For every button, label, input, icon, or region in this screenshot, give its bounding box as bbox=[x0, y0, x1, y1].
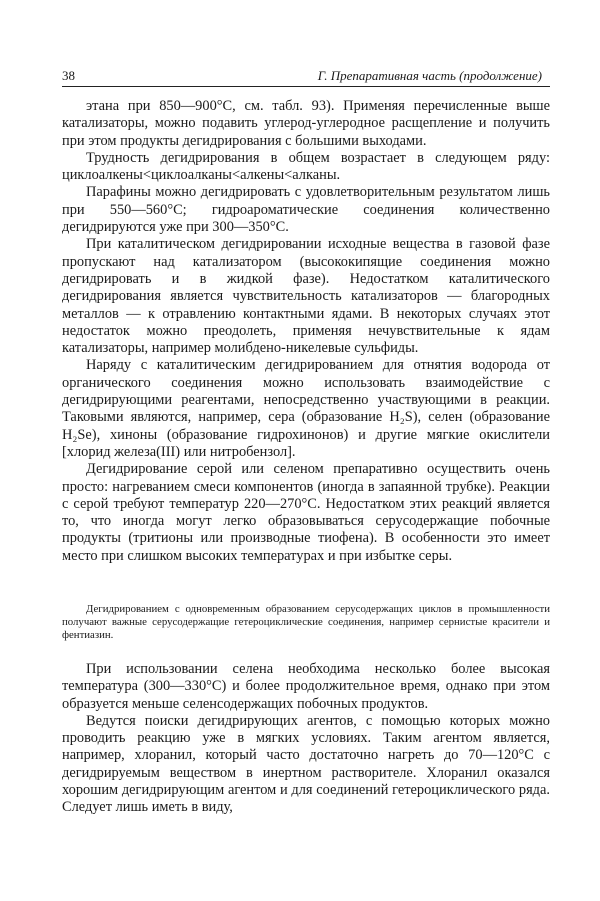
note-text: Дегидрированием с одновременным образованием серусодержащих циклов в промышленности получают важные серусодержащие гетероциклические соединения, например сернистые красители и фентиазин. bbox=[62, 603, 550, 642]
paragraph: Ведутся поиски дегидрирующих агентов, с помощью которых можно проводить реакцию уже в мягких условиях. Таким агентом является, например, хлоранил, который часто достаточно нагреть до 70—120°С с дегидрируемым веществом в инертном растворителе. Хлоранил оказался хорошим дегидрирующим агентом и для соединений гетероциклического ряда. Следует лишь иметь в виду, bbox=[62, 712, 550, 816]
main-text bbox=[62, 98, 550, 565]
paragraph: этана при 850—900°С, см. табл. 93). Применяя перечисленные выше катализаторы, можно подавить углерод-углеродное расщепление и получить при этом продукты дегидрирования с большими выходами. bbox=[62, 98, 550, 149]
main-text-continued bbox=[62, 661, 550, 817]
page-header bbox=[62, 68, 550, 87]
page-number: 38 bbox=[62, 68, 75, 83]
paragraph: Наряду с каталитическим дегидрированием для отнятия водорода от органического соединения можно использовать взаимодействие с дегидрирующими реагентами, непосредственно участвующими в реакции. Таковыми являются, например, сера (образование H₂S), селен (образование H₂Se), хиноны (образование гидрохинонов) и другие мягкие окислители [хлорид железа(III) или нитробензол]. bbox=[62, 357, 550, 460]
paragraph: При использовании селена необходима несколько более высокая температура (300—330°С) и более продолжительное время, однако при этом образуется меньше селенсодержащих побочных продуктов. bbox=[62, 661, 550, 712]
paragraph: При каталитическом дегидрировании исходные вещества в газовой фазе пропускают над катализатором (высококипящие соединения можно дегидрировать и в жидкой фазе). Недостатком каталитического дегидрирования является чувствительность катализаторов — благородных металлов — к отравлению контактными ядами. В некоторых случаях этот недостаток можно преодолеть, применяя нечувствительные к ядам катализаторы, например молибдено-никелевые сульфиды. bbox=[62, 236, 550, 357]
paragraph: Дегидрирование серой или селеном препаративно осуществить очень просто: нагреванием смеси компонентов (иногда в запаянной трубке). Реакции с серой требуют температур 220—270°С. Недостатком этих реакций является то, что иногда могут легко образовываться серусодержащие побочные продукты (тритионы или производные тиофена). В особенности это имеет место при слишком высоких температурах и при избытке серы. bbox=[62, 461, 550, 564]
paragraph: Трудность дегидрирования в общем возрастает в следующем ряду: циклоалкены<циклоалканы<алкены<алканы. bbox=[62, 149, 550, 184]
paragraph: Парафины можно дегидрировать с удовлетворительным результатом лишь при 550—560°С; гидроароматические соединения количественно дегидрируются уже при 300—350°С. bbox=[62, 184, 550, 236]
small-print-note bbox=[62, 603, 550, 643]
running-title: Г. Препаративная часть (продолжение) bbox=[317, 68, 542, 83]
